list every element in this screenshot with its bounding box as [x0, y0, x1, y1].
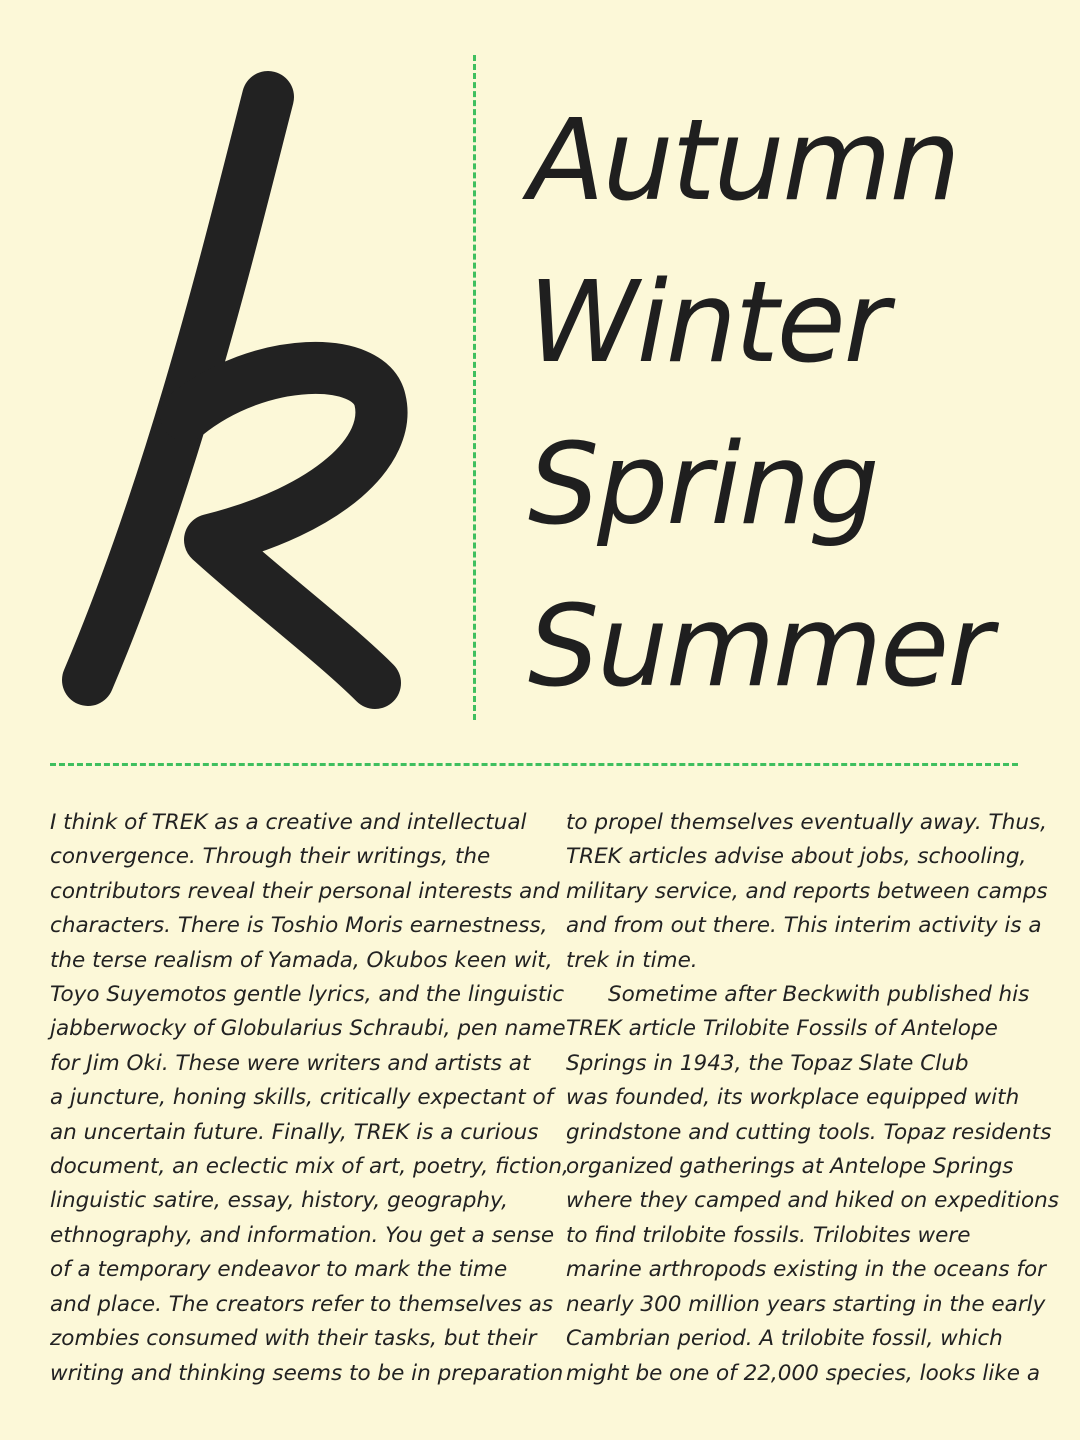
text-line: I think of TREK as a creative and intellectual — [50, 810, 527, 835]
season-word-list — [528, 80, 991, 728]
text-line: TREK articles advise about jobs, schooling, — [566, 844, 1027, 870]
text-line: Cambrian period. A trilobite fossil, which — [566, 1326, 1003, 1352]
text-line: TREK article Trilobite Fossils of Antelope — [566, 1016, 998, 1042]
text-line: and from out there. This interim activity is a — [566, 913, 1042, 939]
text-line: marine arthropods existing in the oceans for — [566, 1257, 1046, 1283]
text-line: zombies consumed with their tasks, but their — [50, 1326, 537, 1352]
text-line: to propel themselves eventually away. Thus, — [566, 810, 1047, 835]
text-line: an uncertain future. Finally, TREK is a curious — [50, 1119, 539, 1145]
text-line: to find trilobite fossils. Trilobites were — [566, 1222, 971, 1248]
season-winter: Winter — [528, 258, 888, 388]
season-summer: Summer — [528, 582, 992, 712]
season-autumn: Autumn — [528, 96, 959, 226]
text-line: might be one of 22,000 species, looks like a — [566, 1360, 1040, 1386]
vertical-divider — [473, 55, 476, 720]
text-line: military service, and reports between camps — [566, 878, 1048, 904]
text-line: writing and thinking seems to be in preparation — [50, 1360, 564, 1386]
letter-k-bowl — [186, 368, 381, 683]
text-line: for Jim Oki. These were writers and artists at — [50, 1050, 531, 1076]
text-line: grindstone and cutting tools. Topaz residents — [566, 1119, 1052, 1145]
text-line: characters. There is Toshio Moris earnestness, — [50, 913, 548, 939]
text-line: and place. The creators refer to themselves as — [50, 1291, 554, 1317]
text-line: convergence. Through their writings, the — [50, 844, 491, 870]
specimen-letter-k — [40, 55, 440, 735]
text-line: Toyo Suyemotos gentle lyrics, and the linguistic — [50, 982, 565, 1008]
text-line: jabberwocky of Globularius Schraubi, pen name — [50, 1016, 566, 1042]
text-line: ethnography, and information. You get a sense — [50, 1222, 555, 1248]
text-line: trek in time. — [566, 947, 698, 973]
article-column-right — [566, 806, 1059, 1391]
text-line: document, an eclectic mix of art, poetry, fiction, — [50, 1154, 569, 1180]
paragraph-start-line: Sometime after Beckwith published his — [608, 982, 1030, 1008]
text-line: contributors reveal their personal interests and — [50, 878, 560, 904]
text-line: nearly 300 million years starting in the early — [566, 1291, 1046, 1317]
text-line: of a temporary endeavor to mark the time — [50, 1257, 508, 1283]
text-line: where they camped and hiked on expeditions — [566, 1188, 1059, 1214]
horizontal-divider — [50, 763, 1018, 766]
text-line: organized gatherings at Antelope Springs — [566, 1154, 1014, 1180]
text-line: Springs in 1943, the Topaz Slate Club — [566, 1050, 969, 1076]
season-spring: Spring — [528, 420, 878, 550]
text-line: the terse realism of Yamada, Okubos keen wit, — [50, 947, 553, 973]
text-line: was founded, its workplace equipped with — [566, 1085, 1020, 1111]
text-line: linguistic satire, essay, history, geography, — [50, 1188, 508, 1214]
article-column-left — [50, 806, 569, 1391]
text-line: a juncture, honing skills, critically expectant of — [50, 1085, 554, 1111]
